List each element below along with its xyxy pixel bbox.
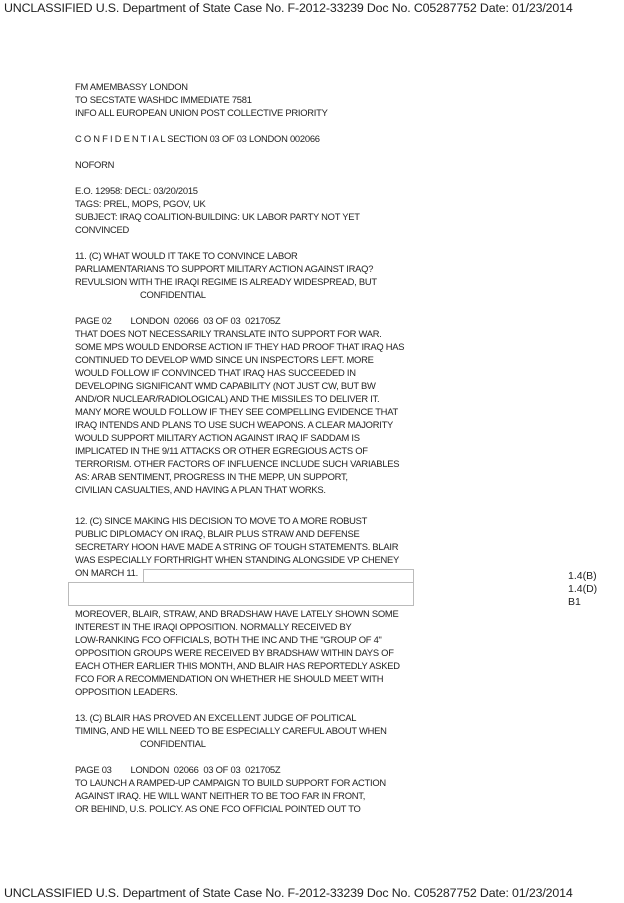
redaction-code: 1.4(B) xyxy=(568,570,597,582)
text-line: SECRETARY HOON HAVE MADE A STRING OF TOUGH STATEMENTS. BLAIR xyxy=(75,541,399,552)
redaction-code: 1.4(D) xyxy=(568,583,598,595)
text-line: TIMING, AND HE WILL NEED TO BE ESPECIALLY CAREFUL ABOUT WHEN xyxy=(75,725,387,736)
text-line: WAS ESPECIALLY FORTHRIGHT WHEN STANDING ALONGSIDE VP CHENEY xyxy=(75,554,400,565)
text-line: FCO FOR A RECOMMENDATION ON WHETHER HE SHOULD MEET WITH xyxy=(75,673,384,684)
text-line: THAT DOES NOT NECESSARILY TRANSLATE INTO SUPPORT FOR WAR. xyxy=(75,328,382,339)
routing-block xyxy=(75,80,328,119)
classification-line: C O N F I D E N T I A L SECTION 03 OF 03 LONDON 002066 xyxy=(75,133,320,144)
text-line: PUBLIC DIPLOMACY ON IRAQ, BLAIR PLUS STRAW AND DEFENSE xyxy=(75,528,360,539)
text-line: 12. (C) SINCE MAKING HIS DECISION TO MOVE TO A MORE ROBUST xyxy=(75,515,368,526)
text-line: CONTINUED TO DEVELOP WMD SINCE UN INSPECTORS LEFT. MORE xyxy=(75,354,374,365)
meta-line: SUBJECT: IRAQ COALITION-BUILDING: UK LABOR PARTY NOT YET xyxy=(75,211,360,222)
text-line: WOULD SUPPORT MILITARY ACTION AGAINST IRAQ IF SADDAM IS xyxy=(75,432,360,443)
routing-line: TO SECSTATE WASHDC IMMEDIATE 7581 xyxy=(75,94,252,105)
text-line: CIVILIAN CASUALTIES, AND HAVING A PLAN THAT WORKS. xyxy=(75,484,326,495)
text-line: WOULD FOLLOW IF CONVINCED THAT IRAQ HAS SUCCEEDED IN xyxy=(75,367,356,378)
text-line: AS: ARAB SENTIMENT, PROGRESS IN THE MEPP, UN SUPPORT, xyxy=(75,471,348,482)
redaction-codes xyxy=(568,570,597,609)
redaction-box xyxy=(68,582,414,606)
redaction-code: B1 xyxy=(568,596,581,608)
text-line: TO LAUNCH A RAMPED-UP CAMPAIGN TO BUILD SUPPORT FOR ACTION xyxy=(75,777,386,788)
text-line: PARLIAMENTARIANS TO SUPPORT MILITARY ACTION AGAINST IRAQ? xyxy=(75,263,374,274)
text-line: REVULSION WITH THE IRAQI REGIME IS ALREADY WIDESPREAD, BUT xyxy=(75,276,377,287)
text-line: INTEREST IN THE IRAQI OPPOSITION. NORMALLY RECEIVED BY xyxy=(75,621,352,632)
text-line: MOREOVER, BLAIR, STRAW, AND BRADSHAW HAVE LATELY SHOWN SOME xyxy=(75,608,399,619)
routing-line: INFO ALL EUROPEAN UNION POST COLLECTIVE PRIORITY xyxy=(75,107,328,118)
text-line: AGAINST IRAQ. HE WILL WANT NEITHER TO BE TOO FAR IN FRONT, xyxy=(75,790,366,801)
document-footer: UNCLASSIFIED U.S. Department of State Case No. F-2012-33239 Doc No. C05287752 Date: 01/23/2014 xyxy=(4,886,573,900)
text-line: TERRORISM. OTHER FACTORS OF INFLUENCE INCLUDE SUCH VARIABLES xyxy=(75,458,400,469)
text-line: DEVELOPING SIGNIFICANT WMD CAPABILITY (NOT JUST CW, BUT BW xyxy=(75,380,376,391)
text-line: MANY MORE WOULD FOLLOW IF THEY SEE COMPELLING EVIDENCE THAT xyxy=(75,406,398,417)
confidential-marker: CONFIDENTIAL xyxy=(140,289,206,300)
text-line: OR BEHIND, U.S. POLICY. AS ONE FCO OFFICIAL POINTED OUT TO xyxy=(75,803,361,814)
confidential-marker: CONFIDENTIAL xyxy=(140,738,206,749)
meta-line: CONVINCED xyxy=(75,224,130,235)
noforn-marking: NOFORN xyxy=(75,159,115,170)
text-line: SOME MPS WOULD ENDORSE ACTION IF THEY HAD PROOF THAT IRAQ HAS xyxy=(75,341,405,352)
text-line: 13. (C) BLAIR HAS PROVED AN EXCELLENT JUDGE OF POLITICAL xyxy=(75,712,357,723)
text-line: IMPLICATED IN THE 9/11 ATTACKS OR OTHER EGREGIOUS ACTS OF xyxy=(75,445,368,456)
paragraph-13 xyxy=(75,711,387,750)
page-header: PAGE 03 LONDON 02066 03 OF 03 021705Z xyxy=(75,764,281,775)
routing-line: FM AMEMBASSY LONDON xyxy=(75,81,188,92)
text-line: IRAQ INTENDS AND PLANS TO USE SUCH WEAPONS. A CLEAR MAJORITY xyxy=(75,419,394,430)
text-line: ON MARCH 11. xyxy=(75,567,138,578)
text-line: OPPOSITION GROUPS WERE RECEIVED BY BRADSHAW WITHIN DAYS OF xyxy=(75,647,394,658)
text-line: OPPOSITION LEADERS. xyxy=(75,686,178,697)
meta-line: TAGS: PREL, MOPS, PGOV, UK xyxy=(75,198,206,209)
document-header: UNCLASSIFIED U.S. Department of State Case No. F-2012-33239 Doc No. C05287752 Date: 01/23/2014 xyxy=(4,1,573,15)
page-02-section xyxy=(75,314,404,496)
meta-line: E.O. 12958: DECL: 03/20/2015 xyxy=(75,185,198,196)
text-line: LOW-RANKING FCO OFFICIALS, BOTH THE INC AND THE "GROUP OF 4" xyxy=(75,634,382,645)
meta-block xyxy=(75,184,360,236)
page-header: PAGE 02 LONDON 02066 03 OF 03 021705Z xyxy=(75,315,281,326)
text-line: 11. (C) WHAT WOULD IT TAKE TO CONVINCE LABOR xyxy=(75,250,298,261)
page-03-section xyxy=(75,763,386,815)
text-line: AND/OR NUCLEAR/RADIOLOGICAL) AND THE MISSILES TO DELIVER IT. xyxy=(75,393,380,404)
paragraph-12-part-b xyxy=(75,607,400,698)
paragraph-11 xyxy=(75,249,377,301)
text-line: EACH OTHER EARLIER THIS MONTH, AND BLAIR HAS REPORTEDLY ASKED xyxy=(75,660,400,671)
